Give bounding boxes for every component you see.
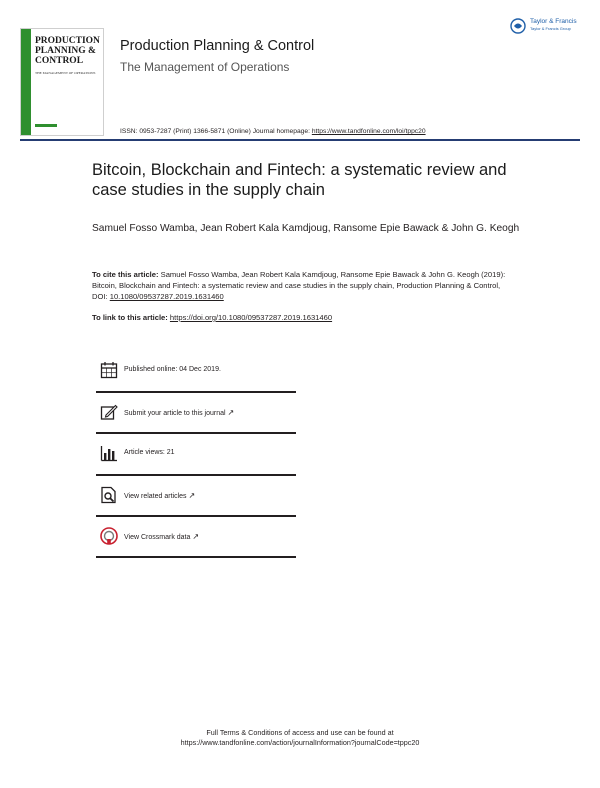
journal-homepage-link[interactable]: https://www.tandfonline.com/loi/tppc20 (311, 128, 426, 135)
citation-block (92, 269, 512, 302)
journal-subtitle: The Management of Operations (120, 60, 290, 74)
cover-stripe (21, 29, 31, 135)
crossmark-icon (100, 527, 118, 545)
citation-text: Samuel Fosso Wamba, Jean Robert Kala Kamdjoug, Ransome Epie Bawack & John G. Keogh (2019): Bitcoin, Blockchain and Fintech: a systematic review and case studies in the supply chain, Production Planning & Control, DOI: (92, 270, 506, 301)
footer-line-1: Full Terms & Conditions of access and use can be found at (206, 728, 394, 737)
article-authors: Samuel Fosso Wamba, Jean Robert Kala Kamdjoug, Ransome Epie Bawack & John G. Keogh (92, 223, 520, 234)
info-divider (96, 432, 296, 434)
cover-title (35, 36, 103, 66)
info-divider (96, 391, 296, 393)
crossmark-label: View Crossmark data (124, 534, 191, 541)
crossmark-text (124, 532, 199, 541)
external-link-icon: ↗ (188, 491, 196, 500)
submit-article-text (124, 408, 234, 417)
info-divider (96, 556, 296, 558)
publisher-logo-icon (510, 18, 526, 34)
document-search-icon (100, 486, 118, 504)
related-articles-text (124, 491, 195, 500)
publisher-name: Taylor & Francis (530, 18, 577, 25)
cover-title-line: PRODUCTION (35, 36, 100, 46)
published-online-text: Published online: 04 Dec 2019. (124, 366, 221, 373)
edit-icon (100, 403, 118, 421)
publisher-logo[interactable] (510, 16, 586, 36)
bar-chart-icon (100, 444, 118, 462)
info-divider (96, 474, 296, 476)
issn-text: ISSN: 0953-7287 (Print) 1366-5871 (Online) Journal homepage: (120, 128, 312, 135)
submit-article-label: Submit your article to this journal (124, 410, 226, 417)
related-articles-label: View related articles (124, 493, 187, 500)
info-divider (96, 515, 296, 517)
journal-cover-image (20, 28, 104, 136)
cover-title-line: CONTROL (35, 56, 84, 66)
cover-subtitle: THE MANAGEMENT OF OPERATIONS (35, 71, 96, 75)
header-divider (20, 139, 580, 141)
published-online-row (96, 357, 296, 383)
article-link-label: To link to this article: (92, 313, 170, 322)
journal-title: Production Planning & Control (120, 38, 315, 54)
article-views-text: Article views: 21 (124, 449, 175, 456)
article-doi-link[interactable]: https://doi.org/10.1080/09537287.2019.1631460 (169, 313, 333, 322)
submit-article-row[interactable] (96, 399, 296, 425)
publisher-tagline: Taylor & Francis Group (530, 26, 571, 31)
footer-terms-link[interactable]: https://www.tandfonline.com/action/journalInformation?journalCode=tppc20 (180, 738, 420, 747)
article-views-row (96, 440, 296, 466)
crossmark-row[interactable] (96, 523, 296, 549)
article-link-line (92, 313, 332, 322)
issn-line (120, 128, 426, 135)
footer (0, 728, 600, 748)
citation-label: To cite this article: (92, 270, 161, 279)
external-link-icon: ↗ (227, 408, 235, 417)
citation-doi-link[interactable]: 10.1080/09537287.2019.1631460 (109, 292, 224, 301)
calendar-icon (100, 361, 118, 379)
article-title: Bitcoin, Blockchain and Fintech: a systematic review and case studies in the supply chain (92, 161, 507, 199)
related-articles-row[interactable] (96, 482, 296, 508)
cover-title-line: PLANNING & (35, 46, 96, 56)
external-link-icon: ↗ (192, 532, 200, 541)
cover-logo-bar (35, 124, 57, 127)
